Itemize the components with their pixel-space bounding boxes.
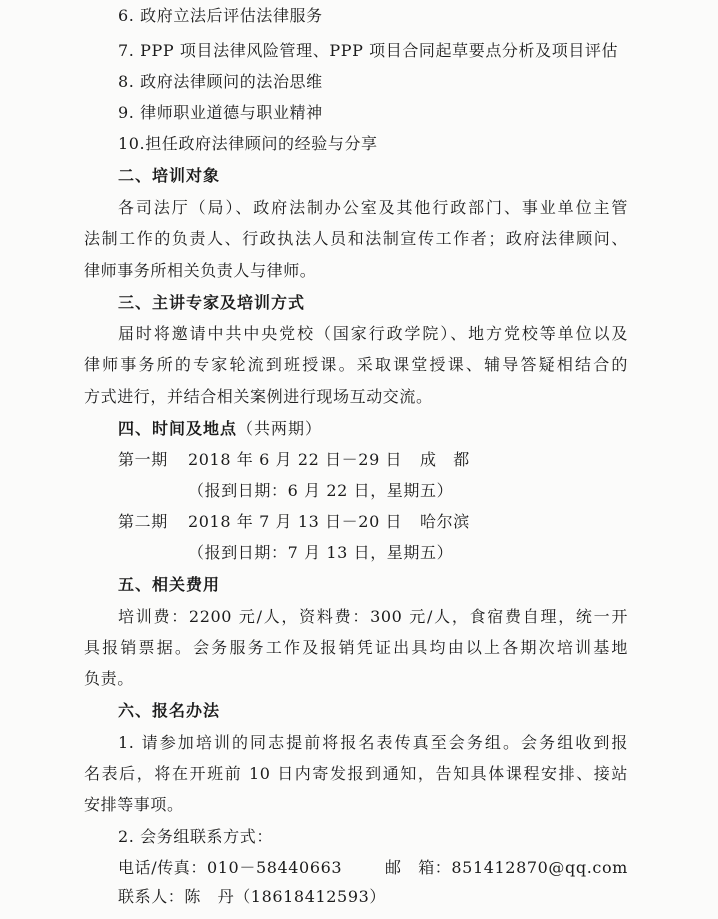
section-heading: 二、培训对象 [118,166,221,185]
section-heading: 六、报名办法 [118,701,221,720]
paragraph-line: 名表后，将在开班前 10 日内寄发报到通知，告知具体课程安排、接站 [84,764,628,783]
paragraph-line: 各司法厅（局）、政府法制办公室及其他行政部门、事业单位主管 [118,198,628,217]
schedule-row-2 [118,511,470,533]
phone-label: 电话/传真： [118,858,207,877]
period-note: （报到日期：7 月 13 日，星期五） [188,543,454,562]
contact-intro: 2. 会务组联系方式： [118,827,273,846]
paragraph-line: 安排等事项。 [84,795,184,814]
section-heading-text: 四、时间及地点 [118,419,238,438]
list-item: 7. PPP 项目法律风险管理、PPP 项目合同起草要点分析及项目评估 [118,41,619,60]
period-label: 第一期 [118,450,168,469]
period-dates: 2018 年 6 月 22 日－29 日 [188,450,403,469]
email-value: 851412870@qq.com [451,858,628,877]
section-heading-note: （共两期） [237,419,323,438]
paragraph-line: 律师事务所相关负责人与律师。 [84,261,317,280]
schedule-row-1 [118,449,470,471]
list-item: 10.担任政府法律顾问的经验与分享 [118,134,378,153]
period-note: （报到日期：6 月 22 日，星期五） [188,481,454,500]
section-heading: 五、相关费用 [118,575,221,594]
section-heading: 三、主讲专家及培训方式 [118,293,306,312]
paragraph-line: 方式进行，并结合相关案例进行现场互动交流。 [84,387,433,406]
period-city: 哈尔滨 [420,512,470,531]
paragraph-line: 1. 请参加培训的同志提前将报名表传真至会务组。会务组收到报 [118,733,628,752]
list-item: 6. 政府立法后评估法律服务 [118,6,323,25]
paragraph-line: 负责。 [84,669,134,688]
paragraph-line: 届时将邀请中共中央党校（国家行政学院）、地方党校等单位以及 [118,324,628,343]
contact-person: 联系人：陈 丹（18618412593） [118,887,386,906]
paragraph-line: 具报销票据。会务服务工作及报销凭证出具均由以上各期次培训基地 [84,638,628,657]
contact-row [118,857,628,879]
list-item: 9. 律师职业道德与职业精神 [118,103,323,122]
paragraph-line: 法制工作的负责人、行政执法人员和法制宣传工作者；政府法律顾问、 [84,229,628,248]
paragraph-line: 律师事务所的专家轮流到班授课。采取课堂授课、辅导答疑相结合的 [84,355,628,374]
phone-value: 010－58440663 [207,858,343,877]
paragraph-line: 培训费：2200 元/人，资料费：300 元/人，食宿费自理，统一开 [118,607,628,626]
email-label: 邮 箱： [385,858,452,877]
period-dates: 2018 年 7 月 13 日－20 日 [188,512,403,531]
period-city: 成 都 [420,450,470,469]
period-label: 第二期 [118,512,168,531]
list-item: 8. 政府法律顾问的法治思维 [118,72,323,91]
section-heading [118,418,322,440]
